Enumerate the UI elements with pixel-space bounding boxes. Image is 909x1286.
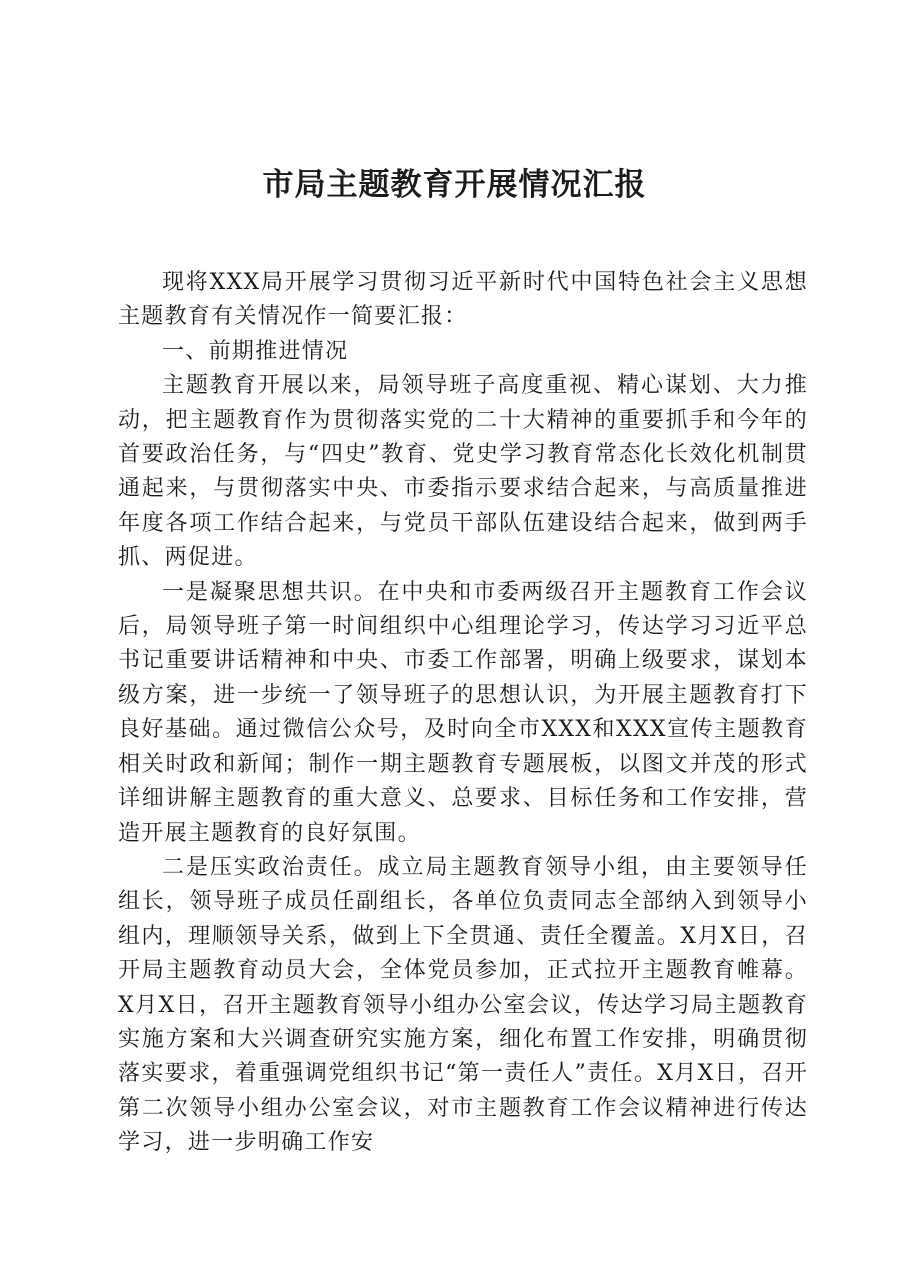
paragraph-point-two: 二是压实政治责任。成立局主题教育领导小组，由主要领导任组长，领导班子成员任副组长，各单位负责同志全部纳入到领导小组内，理顺领导关系，做到上下全贯通、责任全覆盖。X月X日，召开局主题教育动员大会，全体党员参加，正式拉开主题教育帷幕。X月X日，召开主题教育领导小组办公室会议，传达学习局主题教育实施方案和大兴调查研究实施方案，细化布置工作安排，明确贯彻落实要求，着重强调党组织书记“第一责任人”责任。X月X日，召开第二次领导小组办公室会议，对市主题教育工作会议精神进行传达学习，进一步明确工作安 <box>118 854 808 1156</box>
paragraph-point-one: 一是凝聚思想共识。在中央和市委两级召开主题教育工作会议后，局领导班子第一时间组织中心组理论学习，传达学习习近平总书记重要讲话精神和中央、市委工作部署，明确上级要求，谋划本级方案，进一步统一了领导班子的思想认识，为开展主题教育打下良好基础。通过微信公众号，及时向全市XXX和XXX宣传主题教育相关时政和新闻；制作一期主题教育专题展板，以图文并茂的形式详细讲解主题教育的重大意义、总要求、目标任务和工作安排，营造开展主题教育的良好氛围。 <box>118 579 808 846</box>
document-body <box>118 266 808 1161</box>
section-heading: 一、前期推进情况 <box>162 338 349 364</box>
paragraph-intro: 现将XXX局开展学习贯彻习近平新时代中国特色社会主义思想主题教育有关情况作一简要汇报： <box>118 270 808 330</box>
paragraph-overview: 主题教育开展以来，局领导班子高度重视、精心谋划、大力推动，把主题教育作为贯彻落实党的二十大精神的重要抓手和今年的首要政治任务，与“四史”教育、党史学习教育常态化长效化机制贯通起来，与贯彻落实中央、市委指示要求结合起来，与高质量推进年度各项工作结合起来，与党员干部队伍建设结合起来，做到两手抓、两促进。 <box>118 373 808 571</box>
document-title: 市局主题教育开展情况汇报 <box>262 167 647 203</box>
